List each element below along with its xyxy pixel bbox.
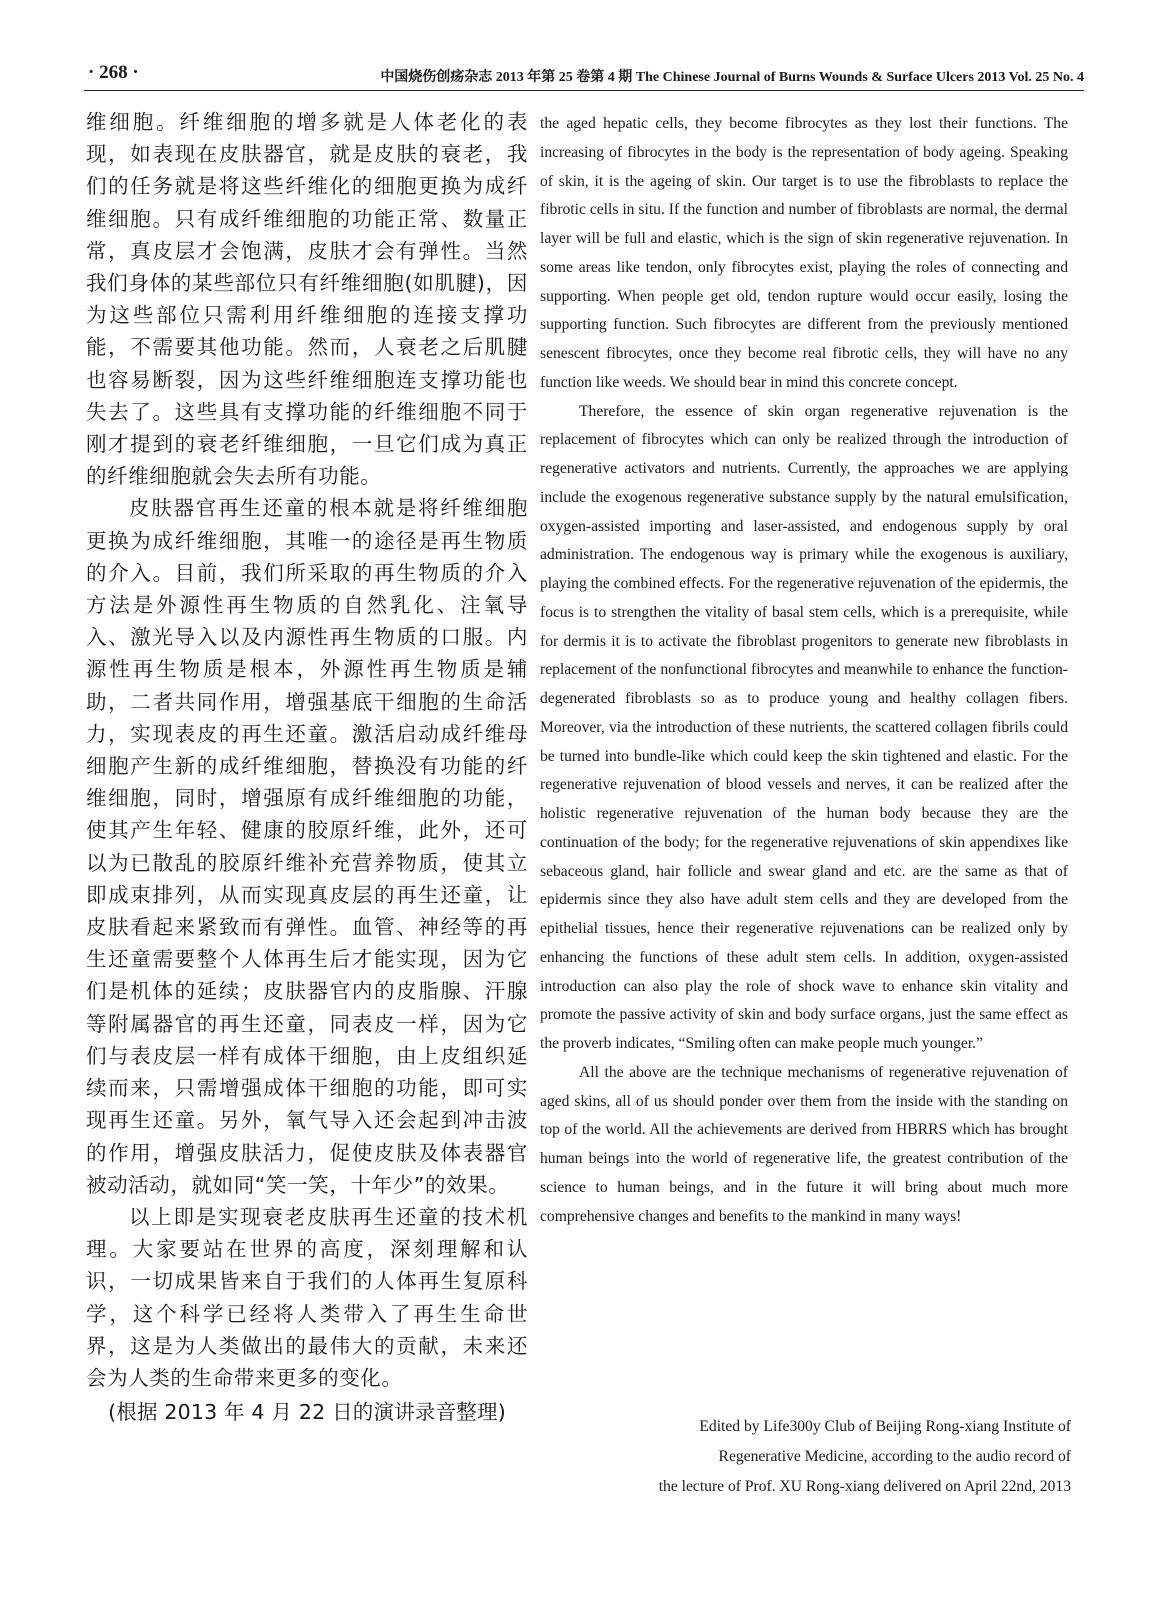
zh-source-note: (根据 2013 年 4 月 22 日的演讲录音整理) [108, 1400, 506, 1425]
en-paragraph-2: Therefore, the essence of skin organ regenerative rejuvenation is the replacement of fibrocytes which can only be realized through the introduction of regenerative activators and nutrients. Currently, the approaches we are applying include the exogenous regenerative substance supply by the natural emulsification, oxygen-assisted importing and laser-assisted, and endogenous supply by oral administration. The endogenous way is primary while the exogenous is auxiliary, playing the combined effects. For the regenerative rejuvenation of the epidermis, the focus is to strengthen the vitality of basal stem cells, which is a prerequisite, while for dermis it is to activate the fibroblast progenitors to generate new fibroblasts in replacement of the nonfunctional fibrocytes and meanwhile to enhance the function-degenerated fibroblasts so as to produce young and healthy collagen fibers. Moreover, via the introduction of these nutrients, the scattered collagen fibrils could be turned into bundle-like which could keep the skin tightened and elastic. For the regenerative rejuvenation of blood vessels and nerves, it can be realized after the holistic regenerative rejuvenation of the human body because they are the continuation of the body; for the regenerative rejuvenations of skin appendixes like sebaceous gland, hair follicle and swear gland and etc. are the same as that of epidermis since they also have adult stem cells and they are developed from the epithelial tissues, hence their regenerative rejuvenations can be realized only by enhancing the functions of these adult stem cells. In addition, oxygen-assisted introduction can also play the role of shock wave to enhance skin vitality and promote the passive activity of skin and body surface organs, just the same effect as the proverb indicates, “Smiling often can make people much younger.” [540, 402, 1068, 1052]
zh-paragraph-3: 以上即是实现衰老皮肤再生还童的技术机理。大家要站在世界的高度，深刻理解和认识，一切成果皆来自于我们的人体再生复原科学，这个科学已经将人类带入了再生生命世界，这是为人类做出的最伟大的贡献，未来还会为人类的生命带来更多的变化。 [86, 1204, 528, 1390]
en-paragraph-3: All the above are the technique mechanisms of regenerative rejuvenation of aged skins, all of us should ponder over them from the inside with the standing on top of the world. All the achievements are derived from HBRRS which has brought human beings into the world of regenerative life, the greatest contribution of the science to human beings, and in the future it will bring about much more comprehensive changes and benefits to the mankind in many ways! [540, 1063, 1068, 1225]
en-paragraph-1: the aged hepatic cells, they become fibrocytes as they lost their functions. The increasing of fibrocytes in the body is the representation of body ageing. Speaking of skin, it is the ageing of skin. Our target is to use the fibroblasts to replace the fibrotic cells in situ. If the function and number of fibroblasts are normal, the dermal layer will be full and elastic, which is the sign of skin regenerative rejuvenation. In some areas like tendon, only fibrocytes exist, playing the roles of connecting and supporting. When people get old, tendon rupture would occur easily, losing the supporting function. Such fibrocytes are different from the previously mentioned senescent fibrocytes, once they become real fibrotic cells, they will have no any function like weeds. We should bear in mind this concrete concept. [540, 115, 1068, 391]
english-column [540, 110, 1068, 1231]
signoff-line: Edited by Life300y Club of Beijing Rong-xiang Institute of [699, 1418, 1071, 1435]
chinese-column [86, 106, 528, 1428]
running-header [84, 60, 1084, 92]
signoff-line: the lecture of Prof. XU Rong-xiang delivered on April 22nd, 2013 [658, 1478, 1071, 1495]
header-rule [84, 90, 1084, 91]
zh-paragraph-1: 维细胞。纤维细胞的增多就是人体老化的表现，如表现在皮肤器官，就是皮肤的衰老，我们的任务就是将这些纤维化的细胞更换为成纤维细胞。只有成纤维细胞的功能正常、数量正常，真皮层才会饱满，皮肤才会有弹性。当然我们身体的某些部位只有纤维细胞(如肌腱)，因为这些部位只需利用纤维细胞的连接支撑功能，不需要其他功能。然而，人衰老之后肌腱也容易断裂，因为这些纤维细胞连支撑功能也失去了。这些具有支撑功能的纤维细胞不同于刚才提到的衰老纤维细胞，一旦它们成为真正的纤维细胞就会失去所有功能。 [86, 110, 528, 489]
editor-signoff [551, 1412, 1071, 1502]
page-number: · 268 · [88, 62, 139, 83]
zh-paragraph-2: 皮肤器官再生还童的根本就是将纤维细胞更换为成纤维细胞，其唯一的途径是再生物质的介入。目前，我们所采取的再生物质的介入方法是外源性再生物质的自然乳化、注氧导入、激光导入以及内源性再生物质的口服。内源性再生物质是根本，外源性再生物质是辅助，二者共同作用，增强基底干细胞的生命活力，实现表皮的再生还童。激活启动成纤维母细胞产生新的成纤维细胞，替换没有功能的纤维细胞，同时，增强原有成纤维细胞的功能，使其产生年轻、健康的胶原纤维，此外，还可以为已散乱的胶原纤维补充营养物质，使其立即成束排列，从而实现真皮层的再生还童，让皮肤看起来紧致而有弹性。血管、神经等的再生还童需要整个人体再生后才能实现，因为它们是机体的延续；皮肤器官内的皮脂腺、汗腺等附属器官的再生还童，同表皮一样，因为它们与表皮层一样有成体干细胞，由上皮组织延续而来，只需增强成体干细胞的功能，即可实现再生还童。另外，氧气导入还会起到冲击波的作用，增强皮肤活力，促使皮肤及体表器官被动活动，就如同“笑一笑，十年少”的效果。 [86, 496, 528, 1197]
signoff-line: Regenerative Medicine, according to the audio record of [718, 1448, 1071, 1465]
journal-title: 中国烧伤创疡杂志 2013 年第 25 卷第 4 期 The Chinese Journal of Burns Wounds & Surface Ulcers 2013 Vol. 25 No. 4 [380, 70, 1084, 85]
